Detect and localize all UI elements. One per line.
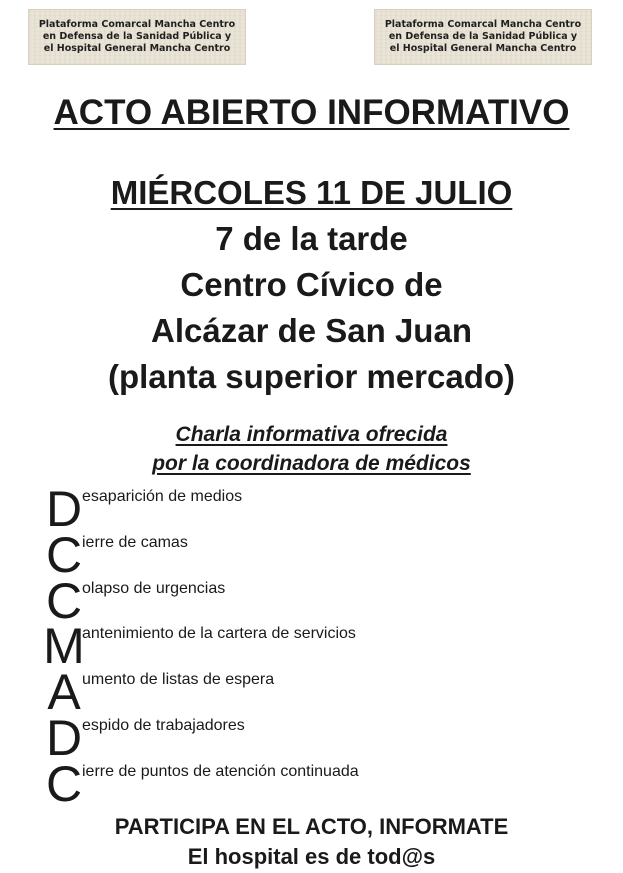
- acrostic-item: [40, 526, 600, 583]
- event-place-line1: Centro Cívico de: [180, 266, 443, 303]
- acrostic-letter: A: [47, 664, 81, 721]
- logo-left-line1: Plataforma Comarcal Mancha Centro: [38, 19, 236, 30]
- acrostic-letter: D: [45, 709, 83, 766]
- logo-right-line3: el Hospital General Mancha Centro: [389, 43, 577, 54]
- acrostic-letter: C: [45, 572, 83, 629]
- acrostic-item: [40, 572, 600, 629]
- acrostic-text: antenimiento de la cartera de servicios: [82, 625, 356, 643]
- acrostic-text: ierre de puntos de atención continuada: [82, 762, 359, 780]
- acrostic-text: esaparición de medios: [82, 488, 243, 505]
- logo-left-line2: en Defensa de la Sanidad Pública y: [42, 31, 232, 42]
- footer-call-to-action: PARTICIPA EN EL ACTO, INFORMATE: [114, 814, 509, 839]
- footer: [0, 812, 623, 872]
- acrostic-item: [40, 709, 600, 766]
- event-date: MIÉRCOLES 11 DE JULIO: [110, 174, 513, 211]
- logo-right: [374, 9, 592, 65]
- acrostic-text: espido de trabajadores: [82, 716, 245, 734]
- page-title: [0, 93, 623, 133]
- acrostic-item: [40, 755, 600, 812]
- acrostic-text: ierre de camas: [82, 533, 188, 551]
- acrostic-text: olapso de urgencias: [82, 579, 226, 597]
- acrostic-list: [40, 481, 600, 812]
- acrostic-letter: C: [45, 755, 83, 812]
- acrostic-text: umento de listas de espera: [82, 671, 275, 689]
- acrostic-letter: C: [45, 526, 83, 583]
- event-time: 7 de la tarde: [215, 220, 408, 257]
- charla-line2: por la coordinadora de médicos: [152, 452, 471, 475]
- acrostic-letter: M: [43, 618, 85, 675]
- logo-right-line1: Plataforma Comarcal Mancha Centro: [384, 19, 582, 30]
- acrostic-item: [40, 481, 600, 537]
- event-place-line2: Alcázar de San Juan: [151, 312, 472, 349]
- acrostic-item: [40, 618, 600, 675]
- acrostic-item: [40, 664, 600, 721]
- charla-subtitle: [0, 420, 623, 478]
- logo-left: [28, 9, 246, 65]
- event-place-line3: (planta superior mercado): [107, 358, 516, 395]
- footer-slogan: El hospital es de tod@s: [187, 844, 436, 869]
- logo-left-line3: el Hospital General Mancha Centro: [43, 43, 231, 54]
- charla-line1: Charla informativa ofrecida: [175, 423, 448, 446]
- event-details: [0, 170, 623, 400]
- logo-right-line2: en Defensa de la Sanidad Pública y: [388, 31, 578, 42]
- acrostic-letter: D: [45, 481, 83, 537]
- page-title-text: ACTO ABIERTO INFORMATIVO: [53, 93, 570, 132]
